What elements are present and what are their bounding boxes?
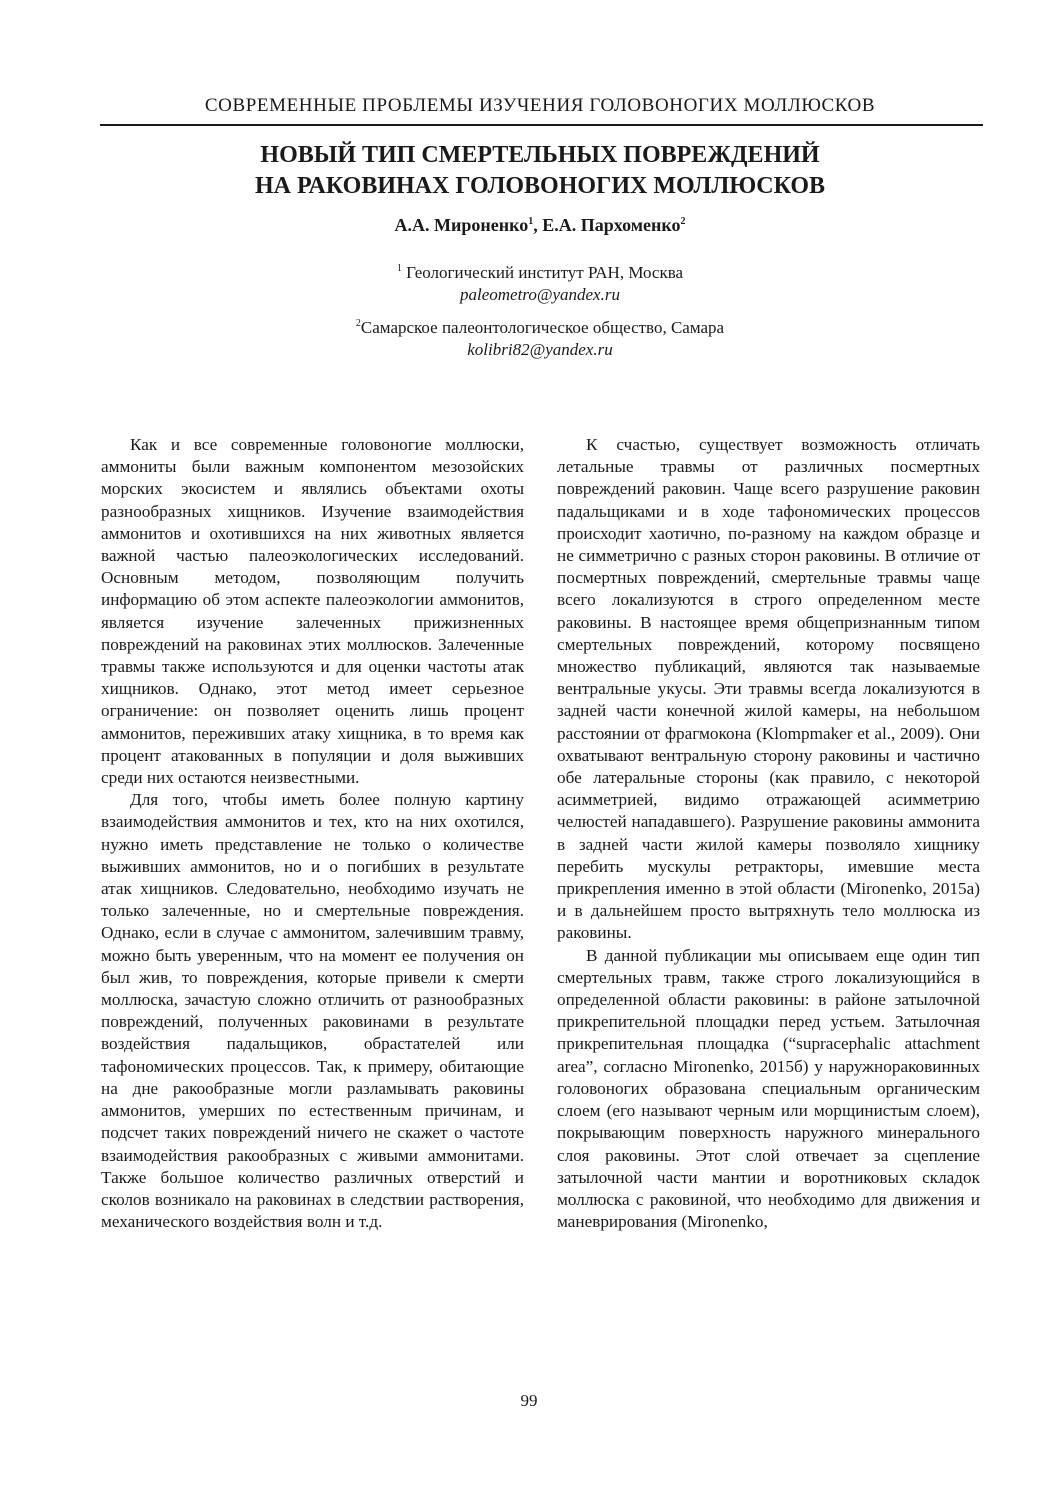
author-separator: , <box>533 215 543 235</box>
right-column <box>557 434 980 1233</box>
author-2: Е.А. Пархоменко <box>542 215 681 235</box>
body-paragraph: К счастью, существует возможность отличать летальные травмы от различных посмертных повреждений раковин. Чаще всего разрушение раковин падальщиками и в ходе тафономических процессов происходит хаотично, по-разному на каждом образце и не симметрично с разных сторон раковины. В отличие от посмертных повреждений, смертельные травмы чаще всего локализуются в строго определенном месте раковины. В настоящее время общепризнанным типом смертельных повреждений, которому посвящено множество публикаций, являются так называемые вентральные укусы. Эти травмы всегда локализуются в задней части конечной жилой камеры, на небольшом расстоянии от фрагмокона (Klompmaker et al., 2009). Они охватывают вентральную сторону раковины и частично обе латеральные стороны (как правило, с некоторой асимметрией, видимо отражающей асимметрию челюстей нападавшего). Разрушение раковины аммонита в задней части жилой камеры позволяло хищнику перебить мускулы ретракторы, имевшие места прикрепления именно в этой области (Mironenko, 2015a) и в дальнейшем просто вытряхнуть тело моллюска из раковины. <box>557 435 980 943</box>
affiliation-email: paleometro@yandex.ru <box>460 285 620 304</box>
author-2-affiliation-mark: 2 <box>680 216 686 227</box>
title-line-1: НОВЫЙ ТИП СМЕРТЕЛЬНЫХ ПОВРЕЖДЕНИЙ <box>260 142 820 168</box>
left-column <box>101 434 524 1233</box>
author-1-affiliation-mark: 1 <box>528 216 534 227</box>
affiliation-1 <box>150 258 930 306</box>
running-head: СОВРЕМЕННЫЕ ПРОБЛЕМЫ ИЗУЧЕНИЯ ГОЛОВОНОГИХ МОЛЛЮСКОВ <box>204 95 876 116</box>
author-list <box>150 215 930 236</box>
body-paragraph: Как и все современные головоногие моллюски, аммониты были важным компонентом мезозойских морских экосистем и являлись объектами охоты разнообразных хищников. Изучение взаимодействия аммонитов и охотившихся на них животных является важной частью палеоэкологических исследований. Основным методом, позволяющим получить информацию об этом аспекте палеоэкологии аммонитов, является изучение залеченных прижизненных повреждений на раковинах этих моллюсков. Залеченные травмы также используются и для оценки частоты атак хищников. Однако, этот метод имеет серьезное ограничение: он позволяет оценить лишь процент аммонитов, переживших атаку хищника, в то время как процент атакованных в популяции и доля выживших среди них остаются неизвестными. <box>101 435 524 788</box>
affiliation-name: Геологический институт РАН, Москва <box>406 263 684 282</box>
affiliation-mark: 2 <box>355 318 361 329</box>
title-line-2: НА РАКОВИНАХ ГОЛОВОНОГИХ МОЛЛЮСКОВ <box>254 173 826 199</box>
body-paragraph: В данной публикации мы описываем еще один тип смертельных травм, также строго локализующийся в определенной области раковины: в районе затылочной прикрепительной площадки перед устьем. Затылочная прикрепительная площадка (“supracephalic attachment area”, согласно Mironenko, 2015б) у наружнораковинных головоногих образована специальным органическим слоем (его называют черным или морщинистым слоем), покрывающим поверхность наружного минерального слоя раковины. Этот слой отвечает за сцепление затылочной части мантии и воротниковых складок моллюска с раковиной, что необходимо для движения и маневрирования (Mironenko, <box>557 945 980 1232</box>
header-rule <box>100 124 983 126</box>
affiliation-name: Самарское палеонтологическое общество, Самара <box>360 318 725 337</box>
author-1: А.А. Мироненко <box>394 215 529 235</box>
affiliation-2 <box>150 313 930 361</box>
affiliation-email: kolibri82@yandex.ru <box>467 340 613 359</box>
article-title <box>150 140 930 202</box>
page-number: 99 <box>520 1391 538 1410</box>
affiliation-mark: 1 <box>396 263 402 274</box>
body-paragraph: Для того, чтобы иметь более полную картину взаимодействия аммонитов и тех, кто на них охотился, нужно иметь представление не только о количестве выживших аммонитов, но и о погибших в результате атак хищников. Следовательно, необходимо изучать не только залеченные, но и смертельные повреждения. Однако, если в случае с аммонитом, залечившим травму, можно быть уверенным, что на момент ее получения он был жив, то повреждения, которые привели к смерти моллюска, зачастую сложно отличить от разнообразных повреждений, полученных раковинами в результате воздействия падальщиков, обрастателей или тафономических процессов. Так, к примеру, обитающие на дне ракообразные могли разламывать раковины аммонитов, умерших по естественным причинам, и подсчет таких повреждений ничего не скажет о частоте взаимодействия ракообразных с живыми аммонитами. Также большое количество различных отверстий и сколов возникало на раковинах в следствии растворения, механического воздействия волн и т.д. <box>101 790 524 1232</box>
